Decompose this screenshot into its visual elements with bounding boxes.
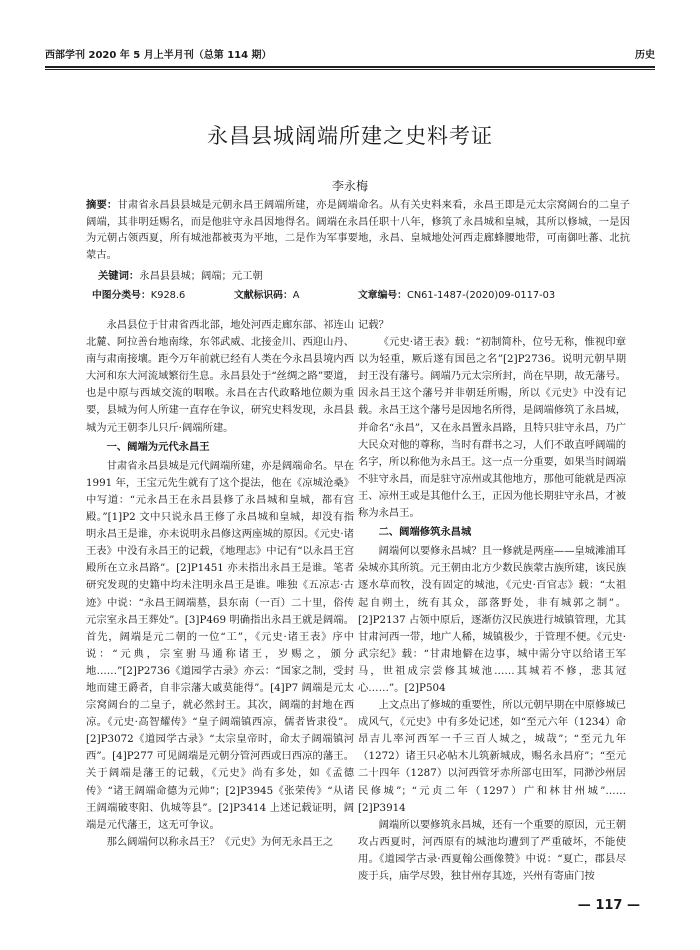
paragraph: 阔端何以要修永昌城？且一修就是两座——皇城滩浦耳朵城亦其所筑。元王朝由北方少数民族蒙古族所建，该民族逐水草而牧，没有固定的城池，《元史·百官志》载：“太祖起自朔土，统有其众，部落野处，非有城郭之制”。[2]P2137 占领中原后，逐渐仿汉民族进行城镇管理，尤其甘肃河西一带，地广人稀，城镇极少，于管理不便。《元史·武宗纪》载：“甘肃地僻在边事，城中需分守以给诸王军马，世祖成宗尝修其城池……其城若不修，悲其冠心……”。[2]P504 — [358, 545, 626, 694]
keywords-text: 永昌县县城；阔端；元工朝 — [139, 270, 263, 282]
article-title: 永昌县城阔端所建之史料考证 — [207, 124, 493, 148]
abstract-label: 摘要： — [86, 199, 118, 211]
section-heading: 二、阔端修筑永昌城 — [378, 526, 472, 539]
doc-code-label: 文献标识码： — [234, 290, 293, 301]
body-column-left — [86, 317, 354, 851]
journal-info: 西部学刊 2020 年 5 月上半月刊（总第 114 期） — [45, 50, 272, 61]
page-number: — 117 — — [577, 898, 640, 913]
paragraph: 《元史·诸王表》载：“初制简朴，位号无称，惟视印章以为轻重，厥后遂有国邑之名”[2]P2736。说明元朝早期封王没有藩号。阔端乃元太宗所封，尚在早期，故无藩号。因永昌王这个藩号并非朝廷所赐，所以《元史》中没有记载。永昌王这个藩号是因地名所得，是阔端修筑了永昌城，并命名“永昌”，又在永昌置永昌路，且特只驻守永昌，乃广大民众对他的尊称，当时有群书之习，人们不敢直呼阔端的名字，所以称他为永昌王。这一点一分重要，如果当时阔端不驻守永昌，而是驻守凉州或其他地方，那他可能就是西凉王、凉州王或是其他什么王，正因为他长期驻守永昌，才被称为永昌王。 — [358, 336, 626, 520]
doc-code-value: A — [292, 290, 300, 301]
header-rule-thick — [45, 66, 655, 68]
article-number — [358, 287, 555, 301]
keywords-label: 关键词： — [98, 270, 140, 282]
document-code — [234, 287, 299, 301]
paragraph: 阔端所以要修筑永昌城，还有一个重要的原因，元王朝攻占西夏时，河西原有的城池均遭到了严重破坏，不能使用。《道园学古录·西夏翰公画像赞》中说：“夏亡，郡县尽废于兵，庙学尽毁，独甘州存其迹，兴州有寄庙门按 — [358, 818, 626, 882]
header-rule-thin — [45, 69, 655, 70]
paragraph: 上文点出了修城的重要性，所以元朝早期在中原修城已成风气，《元史》中有多处记述，如“至元六年（1234）命昂吉儿率河西军一千三百人城之，城哉”；“至元九年（1272）诸王只必帖木儿筑新城成，赐名永昌府”；“至元二十四年（1287）以河西管牙赤所部屯田军，同渺沙州居民修城”；“元贞二年（1297）广和林甘州城”……[2]P3914 — [358, 699, 626, 814]
article-no-value: CN61-1487-(2020)09-0117-03 — [406, 290, 556, 301]
body-column-right — [358, 317, 626, 885]
running-header — [45, 44, 655, 64]
keywords — [98, 267, 263, 282]
abstract — [86, 197, 630, 263]
clc-number — [92, 287, 185, 301]
abstract-text: 甘肃省永昌县县城是元朝永昌王阔端所建，亦是阔端命名。从有关史料来看，永昌王即是元太宗窝阔台的二皇子阔端，其非明廷赐名，而是他驻守永昌因地得名。阔端在永昌任职十八年，修筑了永昌城和皇城，其所以修城，一是因为元朝占领西夏，所有城池都被夷为平地，二是作为军事要地，永昌、皇城地处河西走廊蜂腰地带，可南御吐蕃、北抗蒙古。 — [86, 199, 631, 261]
article-no-label: 文章编号： — [358, 290, 407, 301]
paragraph: 永昌县位于甘肃省西北部，地处河西走廊东部、祁连山北麓、阿拉善台地南缘，东邻武威、北接金川、西迎山丹、南与肃南接壤。距今万年前就已经有人类在今永昌县境内西大河和东大河流域繁衍生息。永昌县处于“丝绸之路”要道，也是中原与西域交流的咽喉。永昌在古代政略地位颇为重要，县城为何人所建一直存在争议，研究史料发现，永昌县城为元王朝李儿只斤·阔端所建。 — [86, 319, 354, 434]
paragraph: 记载？ — [358, 319, 389, 331]
clc-value: K928.6 — [150, 290, 186, 301]
section-label: 历史 — [635, 50, 655, 61]
article-author: 李永梅 — [331, 179, 368, 193]
section-heading: 一、阔端为元代永昌王 — [106, 440, 210, 453]
clc-label: 中图分类号： — [92, 290, 151, 301]
paragraph: 那么阔端何以称永昌王？《元史》为何无永昌王之 — [106, 835, 334, 848]
paragraph: 甘肃省永昌县城是元代阔端所建，亦是阔端命名。早在 1991 年，王宝元先生就有了这个提法，他在《凉城沧桑》中写道：“元永昌王在永昌县修了永昌城和皇城，都有宫殿。”[1]P2 文中只说永昌王修了永昌城和皇城，却没有指明永昌王是谁，亦未说明永昌修这两座城的原因。《元史·诸王表》中没有永昌王的记载，《地理志》中记有“以永昌王宫殿所在立永昌路”。[2]P1451 亦未指出永昌王是谁。笔者研究发现的史籍中均未注明永昌王是谁。唯独《五凉志·古迹》中说：“永昌王阔端墓，县东南（一百）二十里，俗传元宗室永昌王葬处”。[3]P469 明确指出永昌王就是阔端。首先，阔端是元二朝的一位“工”，《元史·诸王表》序中说：“元典，宗室驸马通称诸王，岁赐之，颁分地……”[2]P2736《道园学古录》亦云：“国家之制，受封地而建王爵者，自非宗藩大戚莫能得”。[4]P7 阔端是元太宗窝阔台的二皇子，就必然封王。其次，阔端的封地在西凉。《元史·高智耀传》“皇子阔端镇西凉，儒者皆隶役”。[2]P3072《道园学古录》“太宗皇帝时，命太子阔端镇河西”。[4]P277 可见阔端是元朝分管河西或曰西凉的藩王。关于阔端是藩王的记载，《元史》尚有多处，如《孟德传》“诸王阔端命德为元帅”；[2]P3945《张荣传》“从诸王阔端破枣阳、仇城等县”。[2]P3414 上述记载证明，阔端是元代藩王，这无可争议。 — [86, 459, 354, 831]
